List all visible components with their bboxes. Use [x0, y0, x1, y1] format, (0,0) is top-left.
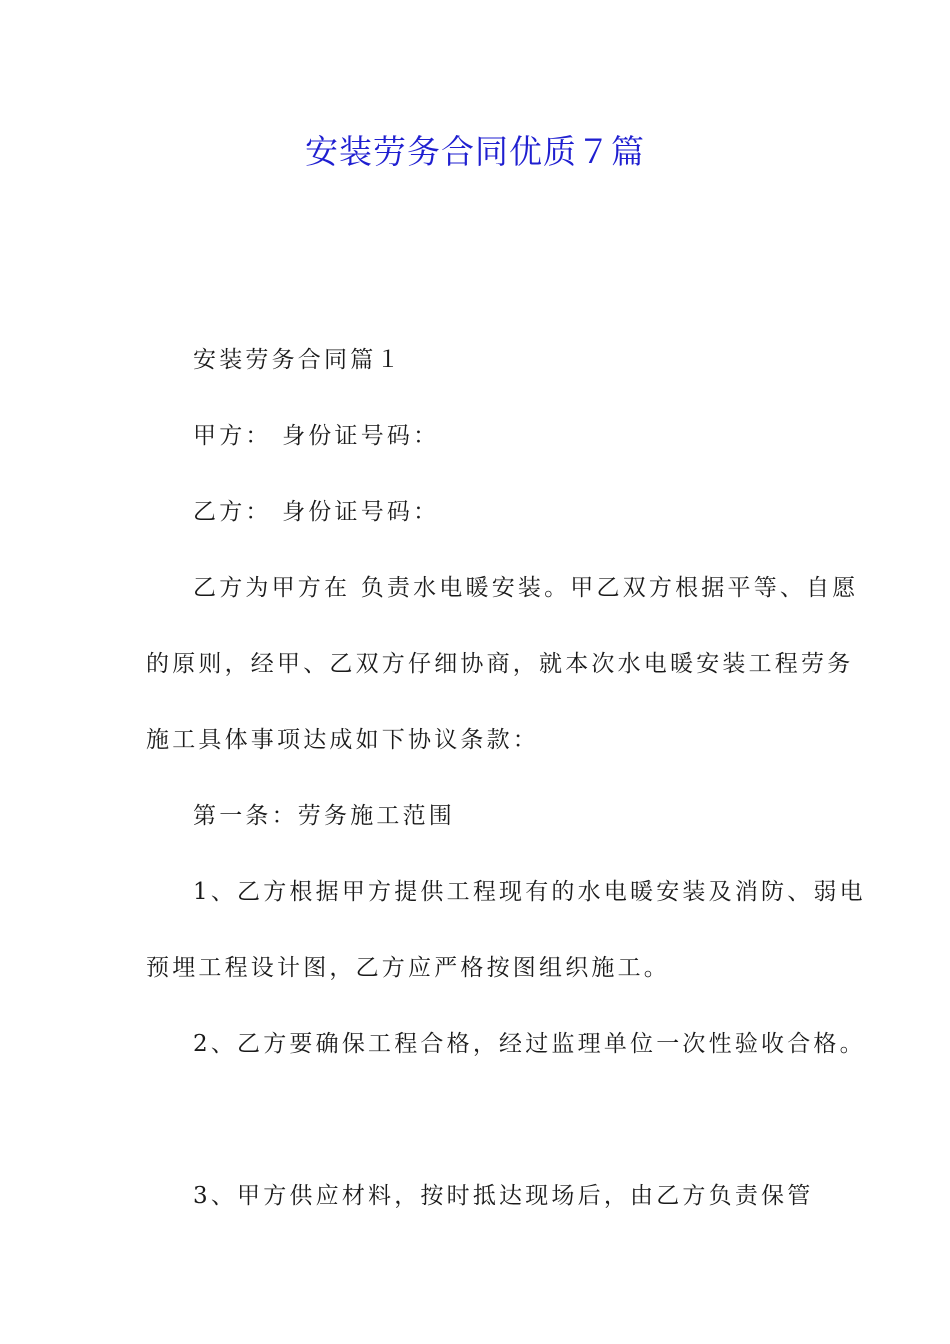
paragraph-line: 的原则，经甲、乙双方仔细协商，就本次水电暖安装工程劳务 — [146, 651, 854, 677]
clause-line: 2、乙方要确保工程合格，经过监理单位一次性验收合格。 — [193, 1031, 866, 1057]
document-title: 安装劳务合同优质７篇 — [305, 132, 645, 171]
paragraph-line: 施工具体事项达成如下协议条款： — [146, 727, 539, 753]
clause-line: 预埋工程设计图，乙方应严格按图组织施工。 — [146, 955, 670, 981]
party-a-line: 甲方： 身份证号码： — [193, 423, 440, 449]
party-b-line: 乙方： 身份证号码： — [193, 499, 440, 525]
clause-line: 1、乙方根据甲方提供工程现有的水电暖安装及消防、弱电 — [193, 879, 866, 905]
paragraph-line: 乙方为甲方在 负责水电暖安装。甲乙双方根据平等、自愿 — [193, 575, 859, 601]
section-heading: 安装劳务合同篇１ — [193, 347, 403, 373]
article-heading: 第一条：劳务施工范围 — [193, 803, 455, 829]
clause-line: 3、甲方供应材料，按时抵达现场后，由乙方负责保管 — [193, 1183, 814, 1209]
